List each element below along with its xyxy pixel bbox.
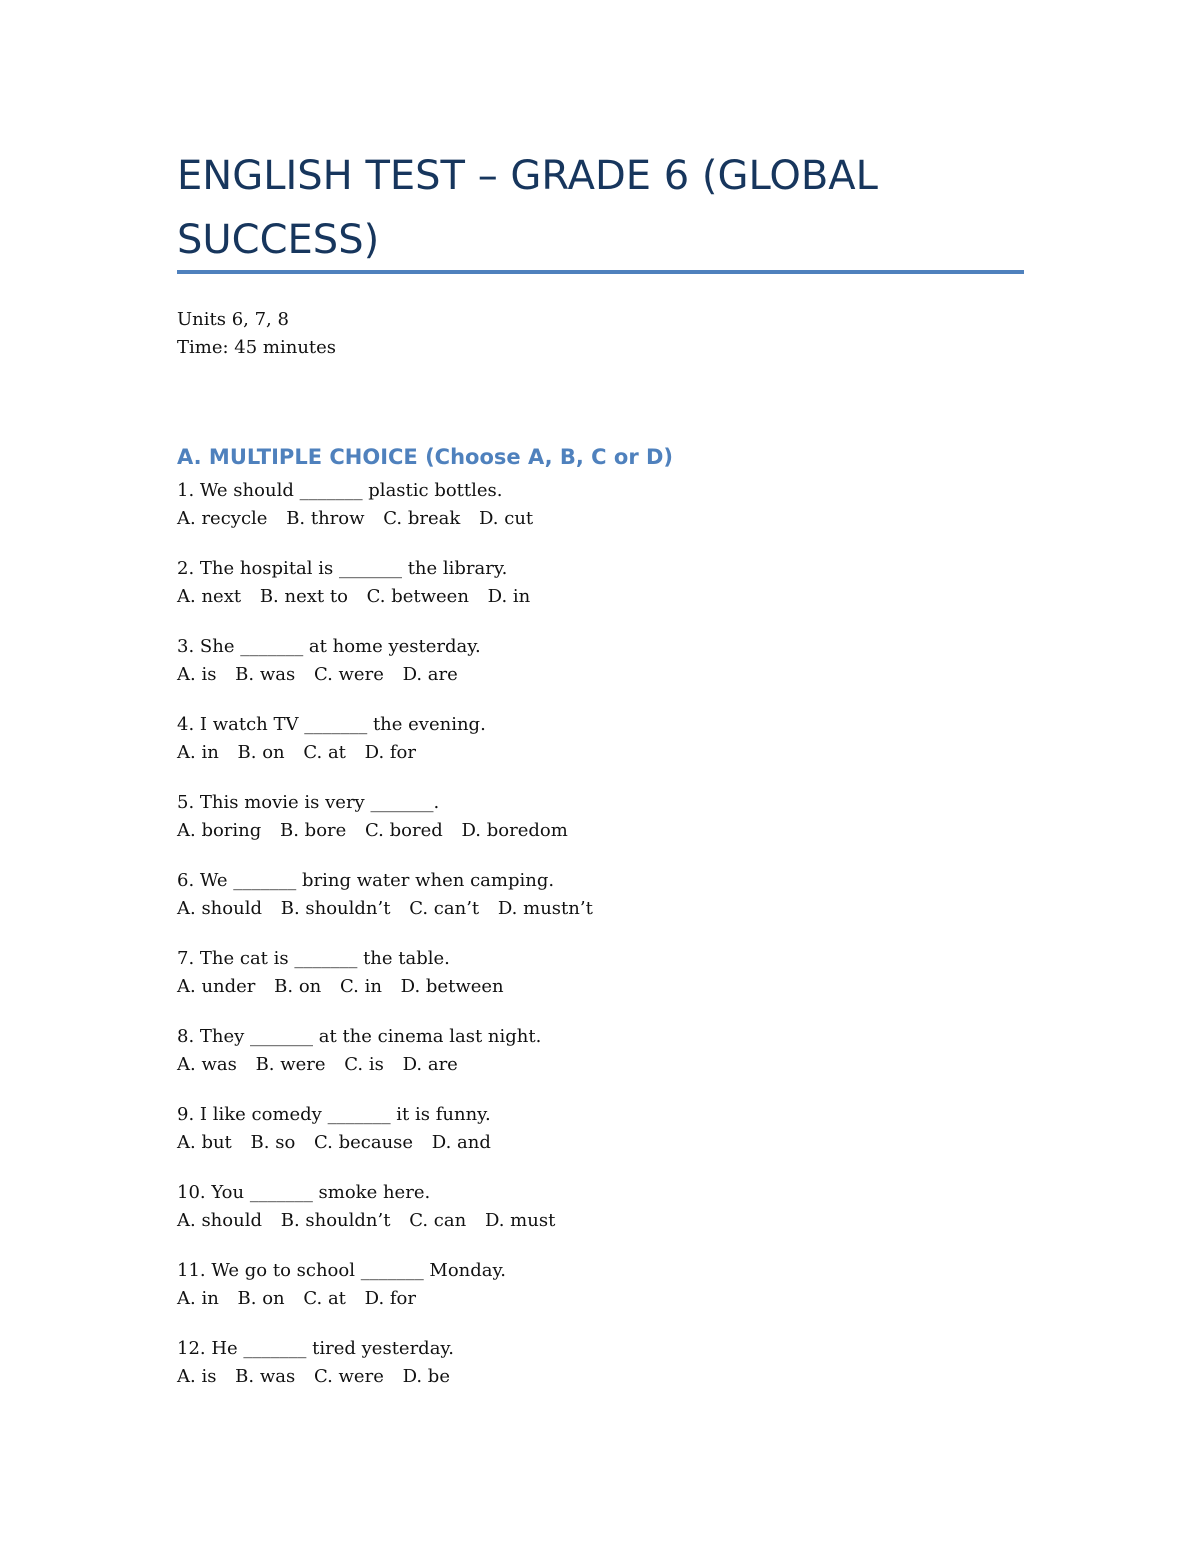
question-stem: 9. I like comedy _______ it is funny. xyxy=(177,1104,491,1125)
option-a: A. was xyxy=(177,1054,237,1075)
option-d: D. for xyxy=(364,742,416,763)
option-c: C. were xyxy=(313,1366,384,1387)
option-b: B. on xyxy=(237,1288,285,1309)
option-d: D. between xyxy=(400,976,504,997)
option-d: D. cut xyxy=(479,508,534,529)
option-a: A. but xyxy=(177,1132,232,1153)
question-options xyxy=(177,895,606,923)
option-b: B. was xyxy=(235,1366,296,1387)
option-a: A. recycle xyxy=(177,508,268,529)
option-c: C. bored xyxy=(365,820,443,841)
question-stem: 12. He _______ tired yesterday. xyxy=(177,1338,454,1359)
question-8 xyxy=(177,1023,606,1101)
option-a: A. is xyxy=(177,664,217,685)
question-options xyxy=(177,817,606,845)
question-3 xyxy=(177,633,606,711)
option-c: C. is xyxy=(344,1054,384,1075)
option-a: A. is xyxy=(177,1366,217,1387)
option-b: B. was xyxy=(235,664,296,685)
test-info xyxy=(177,306,336,362)
option-a: A. in xyxy=(177,1288,219,1309)
page-title: ENGLISH TEST – GRADE 6 (GLOBAL SUCCESS) xyxy=(177,153,878,263)
option-b: B. next to xyxy=(259,586,348,607)
question-4 xyxy=(177,711,606,789)
question-stem: 11. We go to school _______ Monday. xyxy=(177,1260,507,1281)
units-text: Units 6, 7, 8 xyxy=(177,309,289,330)
question-stem: 7. The cat is _______ the table. xyxy=(177,948,450,969)
question-stem: 5. This movie is very _______. xyxy=(177,792,440,813)
option-d: D. are xyxy=(402,664,458,685)
option-d: D. must xyxy=(484,1210,556,1231)
option-d: D. mustn’t xyxy=(497,898,593,919)
option-c: C. were xyxy=(313,664,384,685)
option-b: B. so xyxy=(250,1132,296,1153)
question-list xyxy=(177,477,606,1413)
option-b: B. shouldn’t xyxy=(280,898,391,919)
question-options xyxy=(177,973,606,1001)
question-stem: 2. The hospital is _______ the library. xyxy=(177,558,508,579)
option-c: C. can’t xyxy=(409,898,480,919)
option-b: B. were xyxy=(255,1054,326,1075)
question-1 xyxy=(177,477,606,555)
question-stem: 4. I watch TV _______ the evening. xyxy=(177,714,486,735)
question-12 xyxy=(177,1335,606,1413)
option-d: D. for xyxy=(364,1288,416,1309)
question-options xyxy=(177,583,606,611)
question-options xyxy=(177,1285,606,1313)
question-options xyxy=(177,505,606,533)
question-10 xyxy=(177,1179,606,1257)
question-11 xyxy=(177,1257,606,1335)
time-text: Time: 45 minutes xyxy=(177,337,337,358)
option-d: D. and xyxy=(431,1132,491,1153)
option-a: A. next xyxy=(177,586,242,607)
question-options xyxy=(177,1207,606,1235)
section-a-heading: A. MULTIPLE CHOICE (Choose A, B, C or D) xyxy=(177,445,674,469)
option-d: D. in xyxy=(487,586,531,607)
option-c: C. can xyxy=(409,1210,467,1231)
option-b: B. bore xyxy=(280,820,347,841)
question-stem: 1. We should _______ plastic bottles. xyxy=(177,480,503,501)
question-6 xyxy=(177,867,606,945)
question-9 xyxy=(177,1101,606,1179)
option-a: A. should xyxy=(177,1210,262,1231)
option-c: C. break xyxy=(383,508,461,529)
question-options xyxy=(177,739,606,767)
question-options xyxy=(177,661,606,689)
option-a: A. should xyxy=(177,898,262,919)
option-b: B. on xyxy=(237,742,285,763)
option-b: B. on xyxy=(274,976,322,997)
question-stem: 6. We _______ bring water when camping. xyxy=(177,870,555,891)
option-c: C. at xyxy=(303,742,346,763)
option-a: A. boring xyxy=(177,820,262,841)
question-stem: 10. You _______ smoke here. xyxy=(177,1182,431,1203)
option-b: B. shouldn’t xyxy=(280,1210,391,1231)
option-b: B. throw xyxy=(286,508,365,529)
option-d: D. are xyxy=(402,1054,458,1075)
question-options xyxy=(177,1129,606,1157)
title-underline xyxy=(177,270,1024,274)
question-5 xyxy=(177,789,606,867)
question-stem: 3. She _______ at home yesterday. xyxy=(177,636,481,657)
question-7 xyxy=(177,945,606,1023)
question-2 xyxy=(177,555,606,633)
question-options xyxy=(177,1363,606,1391)
option-a: A. under xyxy=(177,976,256,997)
option-c: C. in xyxy=(340,976,382,997)
option-d: D. boredom xyxy=(461,820,568,841)
option-c: C. between xyxy=(366,586,469,607)
question-stem: 8. They _______ at the cinema last night. xyxy=(177,1026,542,1047)
option-c: C. at xyxy=(303,1288,346,1309)
option-c: C. because xyxy=(314,1132,414,1153)
option-d: D. be xyxy=(402,1366,450,1387)
option-a: A. in xyxy=(177,742,219,763)
question-options xyxy=(177,1051,606,1079)
